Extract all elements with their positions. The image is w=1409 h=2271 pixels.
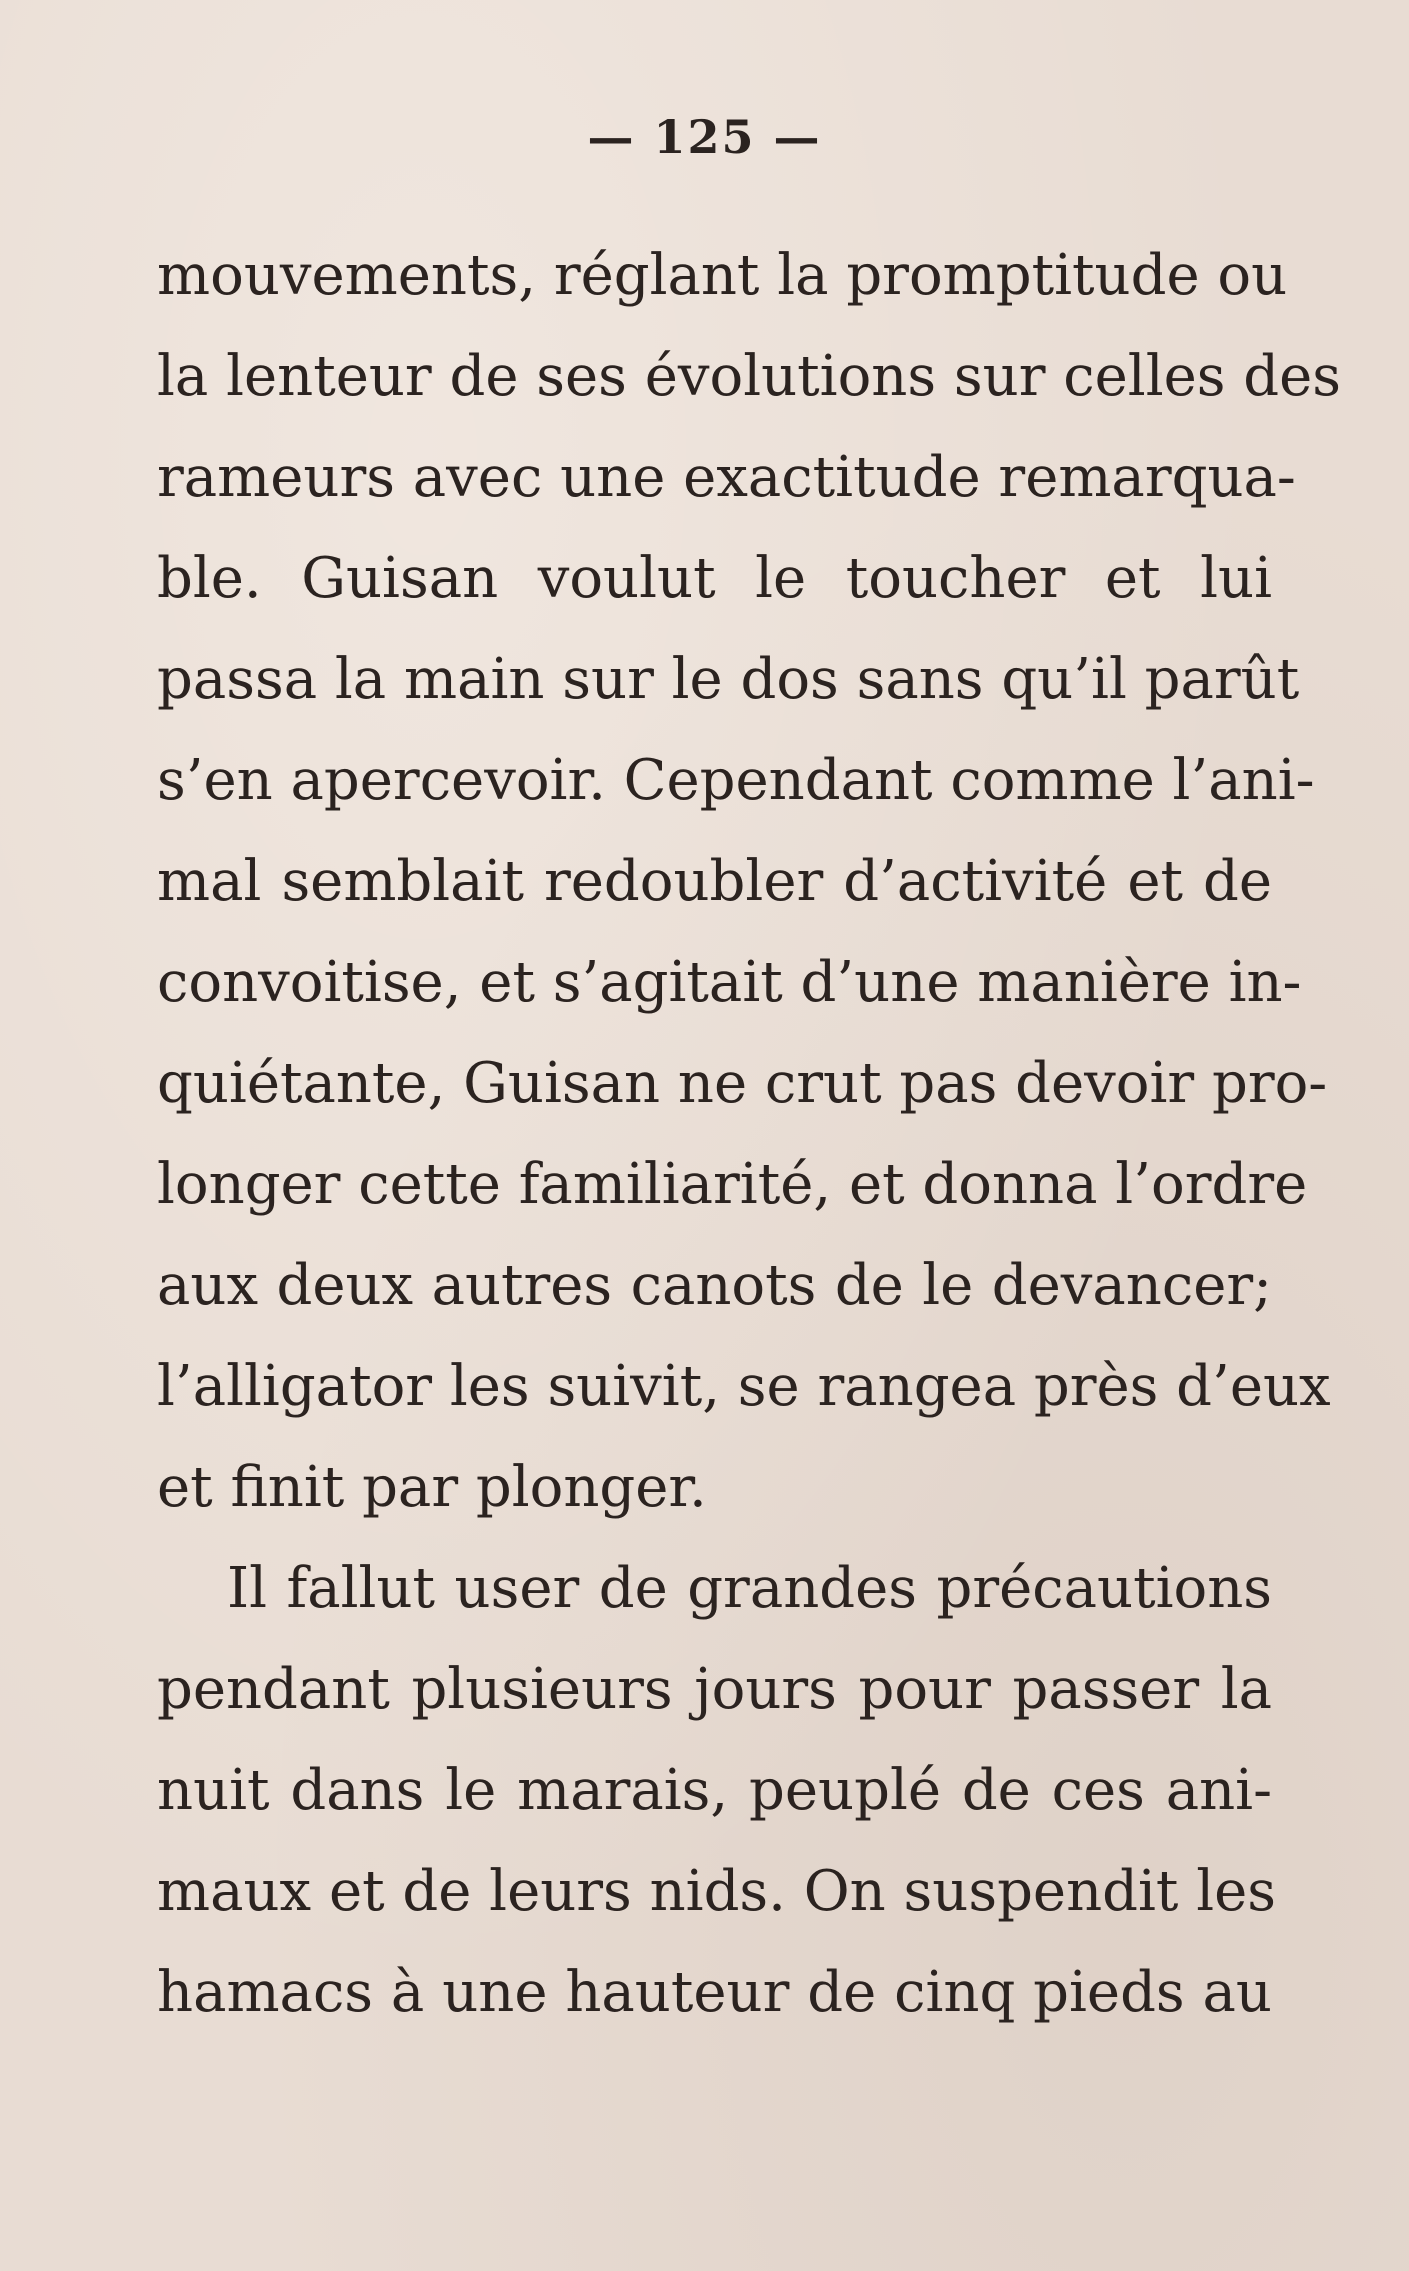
text-line: nuit dans le marais, peuplé de ces ani- <box>157 1758 1272 1823</box>
paragraph-start-line: Il fallut user de grandes précautions <box>227 1556 1272 1621</box>
text-line: aux deux autres canots de le devancer; <box>157 1253 1272 1318</box>
text-line: convoitise, et s’agitait d’une manière in- <box>157 950 1302 1015</box>
text-line: longer cette familiarité, et donna l’ordre <box>157 1152 1308 1217</box>
text-line: pendant plusieurs jours pour passer la <box>157 1657 1272 1722</box>
body-text <box>157 225 1342 2043</box>
page-number: — 125 — <box>587 110 822 164</box>
text-line: mouvements, réglant la promptitude ou <box>157 243 1288 308</box>
paragraph-end-line: et finit par plonger. <box>157 1455 707 1520</box>
text-line: hamacs à une hauteur de cinq pieds au <box>157 1960 1272 2025</box>
text-line: maux et de leurs nids. On suspendit les <box>157 1859 1276 1924</box>
text-line: ble. Guisan voulut le toucher et lui <box>157 546 1272 611</box>
text-line: la lenteur de ses évolutions sur celles des <box>157 344 1342 409</box>
text-line: passa la main sur le dos sans qu’il parût <box>157 647 1300 712</box>
text-line: rameurs avec une exactitude remarqua- <box>157 445 1296 510</box>
text-line: s’en apercevoir. Cependant comme l’ani- <box>157 748 1315 813</box>
text-line: quiétante, Guisan ne crut pas devoir pro- <box>157 1051 1328 1116</box>
text-line: l’alligator les suivit, se rangea près d’eux <box>157 1354 1331 1419</box>
text-line: mal semblait redoubler d’activité et de <box>157 849 1272 914</box>
